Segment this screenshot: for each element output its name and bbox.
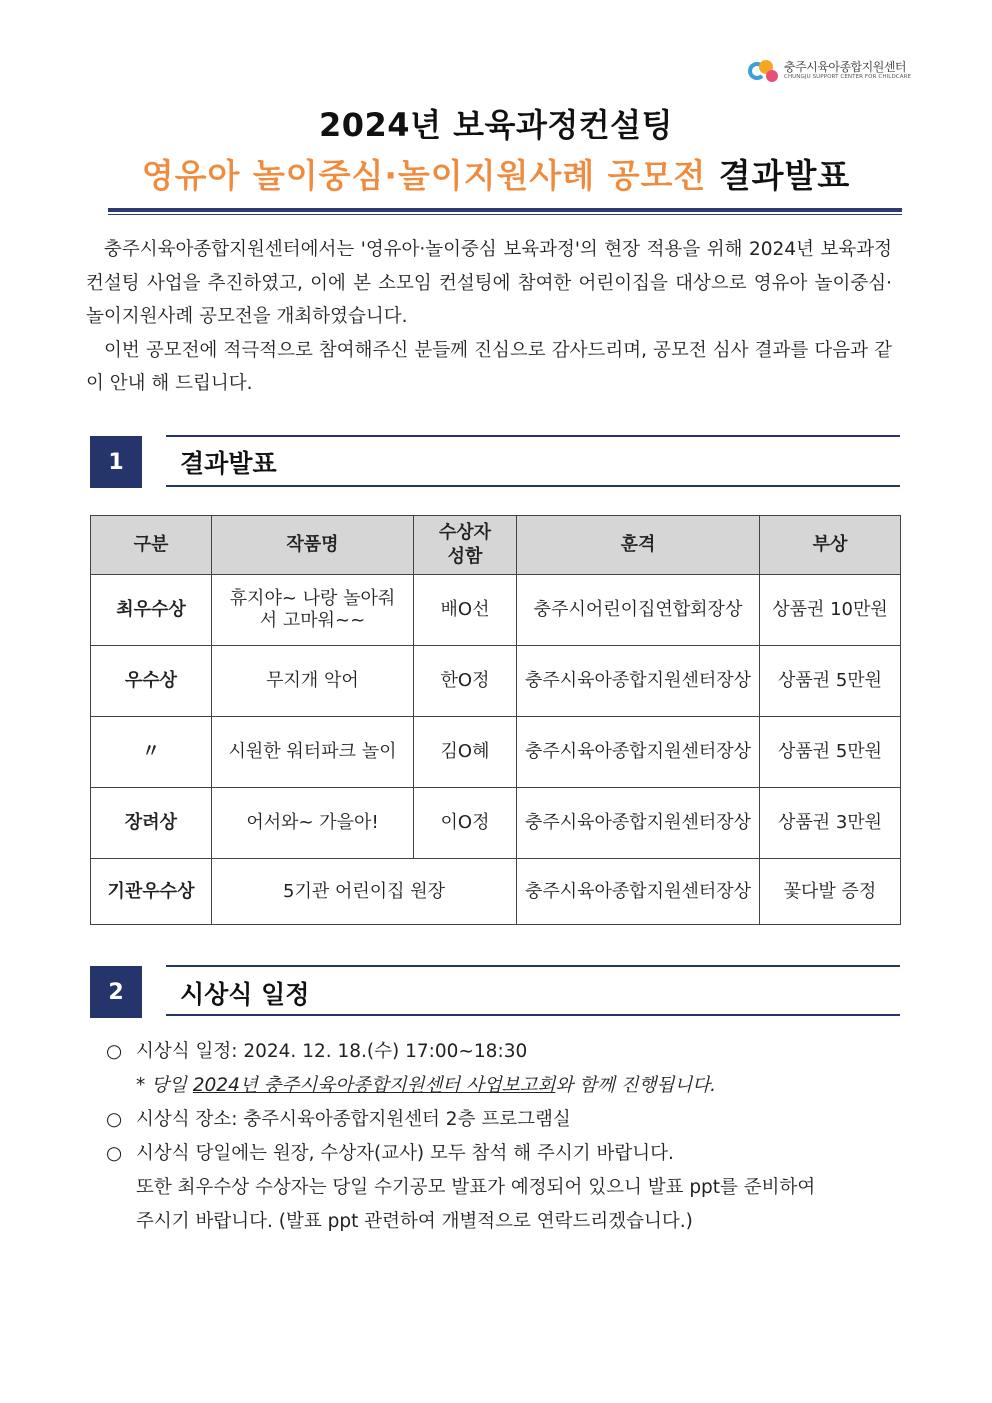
- logo-subtitle: CHUNGJU SUPPORT CENTER FOR CHILDCARE: [784, 74, 912, 81]
- section-1-number: 1: [90, 436, 142, 488]
- circle-bullet-icon: ○: [106, 1143, 123, 1164]
- row-prize: 상품권 3만원: [760, 788, 901, 859]
- row-winner: 배O선: [414, 575, 517, 646]
- table-row: [91, 788, 901, 859]
- table-row: [91, 646, 901, 717]
- title-rule-thin: [108, 214, 902, 215]
- section-1-bottom-line: [166, 485, 900, 487]
- row-work: 5기관 어린이집 원장: [212, 859, 517, 925]
- row-work: 무지개 악어: [212, 646, 414, 717]
- center-logo: [748, 58, 911, 84]
- result-table: [90, 515, 901, 925]
- document-subtitle: [0, 150, 992, 197]
- row-work: 어서와~ 가을아!: [212, 788, 414, 859]
- intro-text: [86, 233, 892, 401]
- row-winner: 이O정: [414, 788, 517, 859]
- row-prize: 상품권 5만원: [760, 646, 901, 717]
- intro-paragraph-1: 충주시육아종합지원센터에서는 '영유아·놀이중심 보육과정'의 현장 적용을 위해 2024년 보육과정 컨설팅 사업을 추진하였고, 이에 본 소모임 컨설팅에 참여한 어린이집을 대상으로 영유아 놀이중심·놀이지원사례 공모전을 개최하였습니다.: [86, 239, 892, 327]
- subtitle-orange: 영유아 놀이중심·놀이지원사례 공모전: [141, 156, 707, 195]
- table-row: [91, 575, 901, 646]
- list-item: [106, 1137, 906, 1171]
- row-work: 시원한 워터파크 놀이: [212, 717, 414, 788]
- row-award: 충주시어린이집연합회장상: [517, 575, 760, 646]
- circle-bullet-icon: ○: [106, 1109, 123, 1130]
- schedule-date: 시상식 일정: 2024. 12. 18.(수) 17:00~18:30: [136, 1041, 528, 1062]
- schedule-note: * 당일 2024년 충주시육아종합지원센터 사업보고회와 함께 진행됩니다.: [136, 1075, 717, 1096]
- table-header-row: [91, 516, 901, 575]
- row-work: 휴지야~ 나랑 놀아줘서 고마워~~: [212, 575, 414, 646]
- row-award: 충주시육아종합지원센터장상: [517, 717, 760, 788]
- row-category: 장려상: [91, 788, 212, 859]
- row-prize: 꽃다발 증정: [760, 859, 901, 925]
- note-underlined: 2024년 충주시육아종합지원센터 사업보고회: [192, 1075, 556, 1096]
- row-prize: 상품권 10만원: [760, 575, 901, 646]
- schedule-continuation-2: 주시기 바랍니다. (발표 ppt 관련하여 개별적으로 연락드리겠습니다.): [136, 1211, 693, 1232]
- section-1-title: 결과발표: [180, 449, 277, 478]
- row-category: 우수상: [91, 646, 212, 717]
- table-row: [91, 859, 901, 925]
- schedule-continuation-1: 또한 최우수상 수상자는 당일 수기공모 발표가 예정되어 있으니 발표 ppt를 준비하여: [136, 1177, 816, 1198]
- section-1-top-line: [166, 435, 900, 437]
- header-award: 훈격: [517, 516, 760, 575]
- row-category: 〃: [91, 717, 212, 788]
- list-item: [106, 1103, 906, 1137]
- subtitle-dark: 결과발표: [718, 156, 851, 195]
- row-award: 충주시육아종합지원센터장상: [517, 788, 760, 859]
- logo-mark-icon: [748, 58, 780, 84]
- section-2-top-line: [166, 965, 900, 967]
- header-winner: 수상자 성함: [414, 516, 517, 575]
- intro-paragraph-2: 이번 공모전에 적극적으로 참여해주신 분들께 진심으로 감사드리며, 공모전 심사 결과를 다음과 같이 안내 해 드립니다.: [86, 339, 892, 394]
- row-winner: 한O정: [414, 646, 517, 717]
- section-2-number: 2: [90, 966, 142, 1018]
- table-row: [91, 717, 901, 788]
- document-title: 2024년 보육과정컨설팅: [319, 106, 673, 144]
- schedule-place: 시상식 장소: 충주시육아종합지원센터 2층 프로그램실: [136, 1109, 571, 1130]
- schedule-attendance: 시상식 당일에는 원장, 수상자(교사) 모두 참석 해 주시기 바랍니다.: [136, 1143, 674, 1164]
- row-prize: 상품권 5만원: [760, 717, 901, 788]
- title-rule-thick: [108, 208, 902, 212]
- row-category: 최우수상: [91, 575, 212, 646]
- row-category: 기관우수상: [91, 859, 212, 925]
- row-award: 충주시육아종합지원센터장상: [517, 646, 760, 717]
- header-category: 구분: [91, 516, 212, 575]
- row-winner: 김O혜: [414, 717, 517, 788]
- circle-bullet-icon: ○: [106, 1041, 123, 1062]
- section-2-bottom-line: [166, 1014, 900, 1016]
- header-work: 작품명: [212, 516, 414, 575]
- section-2-title: 시상식 일정: [180, 980, 310, 1009]
- list-item: [106, 1035, 906, 1069]
- row-award: 충주시육아종합지원센터장상: [517, 859, 760, 925]
- schedule-list: [106, 1035, 906, 1239]
- header-prize: 부상: [760, 516, 901, 575]
- logo-name: 충주시육아종합지원센터: [784, 60, 907, 75]
